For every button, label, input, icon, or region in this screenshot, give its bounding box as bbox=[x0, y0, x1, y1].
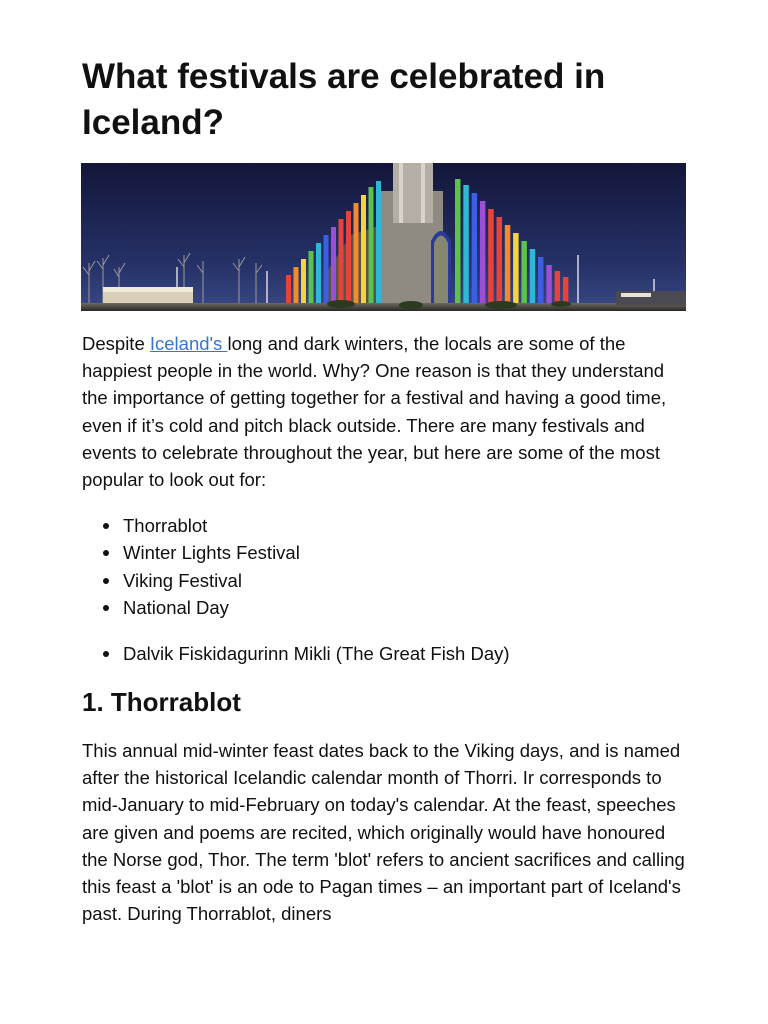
list-item: Winter Lights Festival bbox=[82, 539, 300, 566]
list-item: Thorrablot bbox=[82, 512, 300, 539]
light-column bbox=[480, 201, 486, 311]
light-column bbox=[346, 211, 351, 311]
light-column bbox=[455, 179, 461, 311]
list-item: Viking Festival bbox=[82, 567, 300, 594]
light-column bbox=[513, 233, 519, 311]
light-column bbox=[361, 195, 366, 311]
list-item: Dalvik Fiskidagurinn Mikli (The Great Fish Day) bbox=[82, 640, 510, 667]
light-column bbox=[530, 249, 536, 311]
intro-text: long and dark winters, the locals are some of the happiest people in the world. Why? One reason is that they understand the importance of getting together for a festival and having a good time, even if it’s cold and pitch black outside. There are many festivals and events to celebrate throughout the year, but here are some of the most popular to look out for: bbox=[82, 333, 667, 491]
light-column bbox=[488, 209, 494, 311]
light-column bbox=[538, 257, 544, 311]
intro-prefix: Despite bbox=[82, 333, 150, 354]
light-column bbox=[376, 181, 381, 311]
hallgrimskirkja-light-show-image bbox=[81, 163, 686, 311]
light-column bbox=[354, 203, 359, 311]
light-column bbox=[463, 185, 469, 311]
light-column bbox=[505, 225, 511, 311]
page-title: What festivals are celebrated in Iceland? bbox=[82, 57, 606, 142]
light-column bbox=[339, 219, 344, 311]
light-column bbox=[521, 241, 527, 311]
festival-list bbox=[82, 512, 300, 622]
iceland-link[interactable]: Iceland's bbox=[149, 333, 228, 354]
light-column bbox=[309, 251, 314, 311]
light-column bbox=[369, 187, 374, 311]
light-column bbox=[331, 227, 336, 311]
section-heading: 1. Thorrablot bbox=[82, 687, 241, 717]
light-column bbox=[316, 243, 321, 311]
festival-list-continued bbox=[82, 640, 510, 667]
light-column bbox=[497, 217, 503, 311]
section-paragraph: This annual mid-winter feast dates back to the Viking days, and is named after the historical Icelandic calendar month of Thorri. Ir corresponds to mid-January to mid-February on today's calendar. At the feast, speeches are given and poems are recited, which originally would have honoured the Norse god, Thor. The term 'blot' refers to ancient sacrifices and calling this feast a 'blot' is an ode to Pagan times – an important part of Iceland's past. During Thorrablot, diners bbox=[82, 740, 685, 925]
light-column bbox=[472, 193, 478, 311]
intro-paragraph bbox=[82, 330, 692, 493]
light-column bbox=[324, 235, 329, 311]
list-item: National Day bbox=[82, 594, 300, 621]
